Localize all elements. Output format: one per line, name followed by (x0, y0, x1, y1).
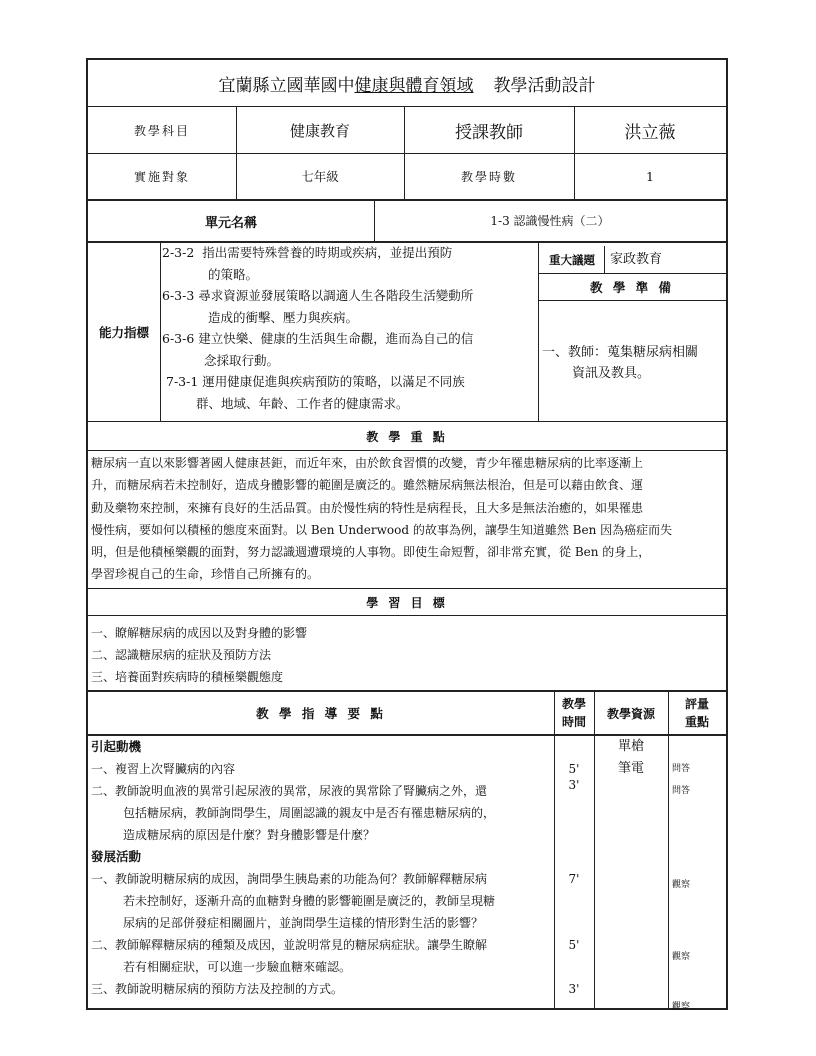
ability-list (162, 242, 538, 414)
guide-line: 若有相關症狀，可以進一步驗血糖來確認。 (123, 960, 352, 974)
prep-content (542, 342, 726, 384)
ability-item: 6-3-3 尋求資源並發展策略以調適人生各階段生活變動所 (162, 288, 474, 303)
ability-item: 2-3-2 指出需要特殊營養的時期或疾病，並提出預防 (162, 245, 453, 260)
ability-item-cont: 群、地域、年齡、工作者的健康需求。 (196, 395, 409, 411)
target-label: 實施對象 (133, 170, 190, 184)
goal-item: 二、認識糖尿病的症狀及預防方法 (91, 648, 272, 662)
eval-value: 問答 (672, 764, 691, 774)
eval-value: 觀察 (672, 952, 691, 962)
ability-item: 6-3-6 建立快樂、健康的生活與生命觀，進而為自己的信 (162, 331, 474, 346)
ability-item-cont: 造成的衝擊、壓力與疾病。 (208, 309, 359, 325)
unit-value: 1-3 認識慢性病（二） (490, 213, 610, 228)
guide-col-eval: 評量 重點 (684, 697, 709, 729)
guide-body (91, 736, 553, 1000)
eval-value: 觀察 (672, 880, 691, 890)
res-col (594, 736, 668, 780)
focus-line: 糖尿病一直以來影響著國人健康甚鉅，而近年來，由於飲食習慣的改變，青少年罹患糖尿病的比率逐漸上 (91, 456, 644, 470)
subject-value: 健康教育 (289, 121, 350, 140)
ability-item-cont: 的策略。 (208, 266, 259, 282)
guide-line: 包括糖尿病，教師詢問學生，周圍認識的親友中是否有罹患糖尿病的， (123, 806, 496, 820)
page-title (88, 60, 726, 106)
time-value: 3' (568, 982, 580, 996)
guide-line: 一、複習上次腎臟病的內容 (91, 762, 236, 776)
focus-body (91, 452, 727, 586)
subject-label: 教學科目 (133, 123, 190, 138)
guide-line: 尿病的足部併發症相關圖片，並詢問學生這樣的情形對生活的影響？ (123, 916, 484, 930)
goal-item: 三、培養面對疾病時的積極樂觀態度 (91, 670, 284, 684)
section-motivation: 引起動機 (91, 739, 142, 754)
title-prefix: 宜蘭縣立國華國中 (218, 75, 355, 96)
prep-line: 一、教師：蒐集糖尿病相關 (542, 345, 699, 360)
guide-line: 三、教師說明糖尿病的預防方法及控制的方式。 (91, 982, 344, 996)
teacher-label: 授課教師 (455, 122, 523, 143)
guide-line: 造成糖尿病的原因是什麼？對身體影響是什麼？ (123, 828, 376, 842)
eval-value: 觀察 (672, 1002, 691, 1012)
goal-item: 一、瞭解糖尿病的成因以及對身體的影響 (91, 626, 308, 640)
ability-label: 能力指標 (98, 325, 149, 340)
ability-item-cont: 念採取行動。 (204, 352, 280, 368)
focus-line: 升，而糖尿病若未控制好，造成身體影響的範圍是廣泛的。雖然糖尿病無法根治，但是可以藉由飲食、運 (91, 478, 644, 493)
eval-col (672, 736, 726, 1018)
goals-label: 學 習 目 標 (366, 595, 448, 610)
target-value: 七年級 (301, 169, 339, 184)
title-suffix: 教學活動設計 (493, 75, 596, 96)
time-value: 5' (568, 938, 580, 952)
unit-label: 單元名稱 (204, 215, 257, 231)
guide-line: 二、教師解釋糖尿病的種類及成因，並說明常見的糖尿病症狀。讓學生瞭解 (91, 938, 488, 952)
lesson-plan-sheet (86, 58, 728, 1010)
time-value: 7' (568, 872, 580, 886)
guide-line: 二、教師說明血液的異常引起尿液的異常，尿液的異常除了腎臟病之外，還 (91, 784, 488, 798)
ability-item: 7-3-1 運用健康促進與疾病預防的策略，以滿足不同族 (166, 374, 465, 389)
goals-list (91, 622, 691, 688)
hours-label: 教學時數 (460, 170, 517, 184)
title-domain: 健康與體育領域 (354, 75, 474, 96)
guide-col-main: 教 學 指 導 要 點 (256, 706, 386, 721)
teacher-value: 洪立薇 (624, 122, 676, 143)
focus-line: 動及藥物來控制，來擁有良好的生活品質。由於慢性病的特性是病程長，且大多是無法治癒的，如果罹患 (91, 500, 644, 515)
section-development: 發展活動 (91, 849, 142, 864)
issue-label: 重大議題 (549, 253, 595, 267)
guide-col-res: 教學資源 (606, 706, 655, 721)
guide-line: 一、教師說明糖尿病的成因，詢問學生胰島素的功能為何？教師解釋糖尿病 (91, 872, 488, 886)
issue-value: 家政教育 (610, 252, 663, 267)
guide-line: 若未控制好，逐漸升高的血糖對身體的影響範圍是廣泛的，教師呈現糖 (123, 894, 496, 908)
time-value: 3' (568, 778, 580, 792)
focus-label: 教 學 重 點 (366, 429, 448, 444)
prep-line: 資訊及教具。 (572, 366, 651, 381)
focus-line: 學習珍視自己的生命，珍惜自己所擁有的。 (91, 567, 320, 582)
guide-col-time: 教學 時間 (561, 697, 586, 729)
prep-label: 教 學 準 備 (589, 280, 675, 295)
res-value: 單槍 (617, 739, 644, 754)
res-value: 筆電 (617, 761, 644, 776)
eval-value: 問答 (672, 786, 691, 796)
time-col (554, 736, 594, 1000)
focus-line: 明，但是他積極樂觀的面對，努力認識週遭環境的人事物。即使生命短暫，卻非常充實，從 Ben 的身上， (91, 545, 651, 560)
time-value: 5' (568, 762, 580, 776)
focus-line: 慢性病，要如何以積極的態度來面對。以 Ben Underwood 的故事為例，讓學生知道雖然 Ben 因為癌症而失 (91, 522, 673, 537)
hours-value: 1 (646, 169, 654, 184)
